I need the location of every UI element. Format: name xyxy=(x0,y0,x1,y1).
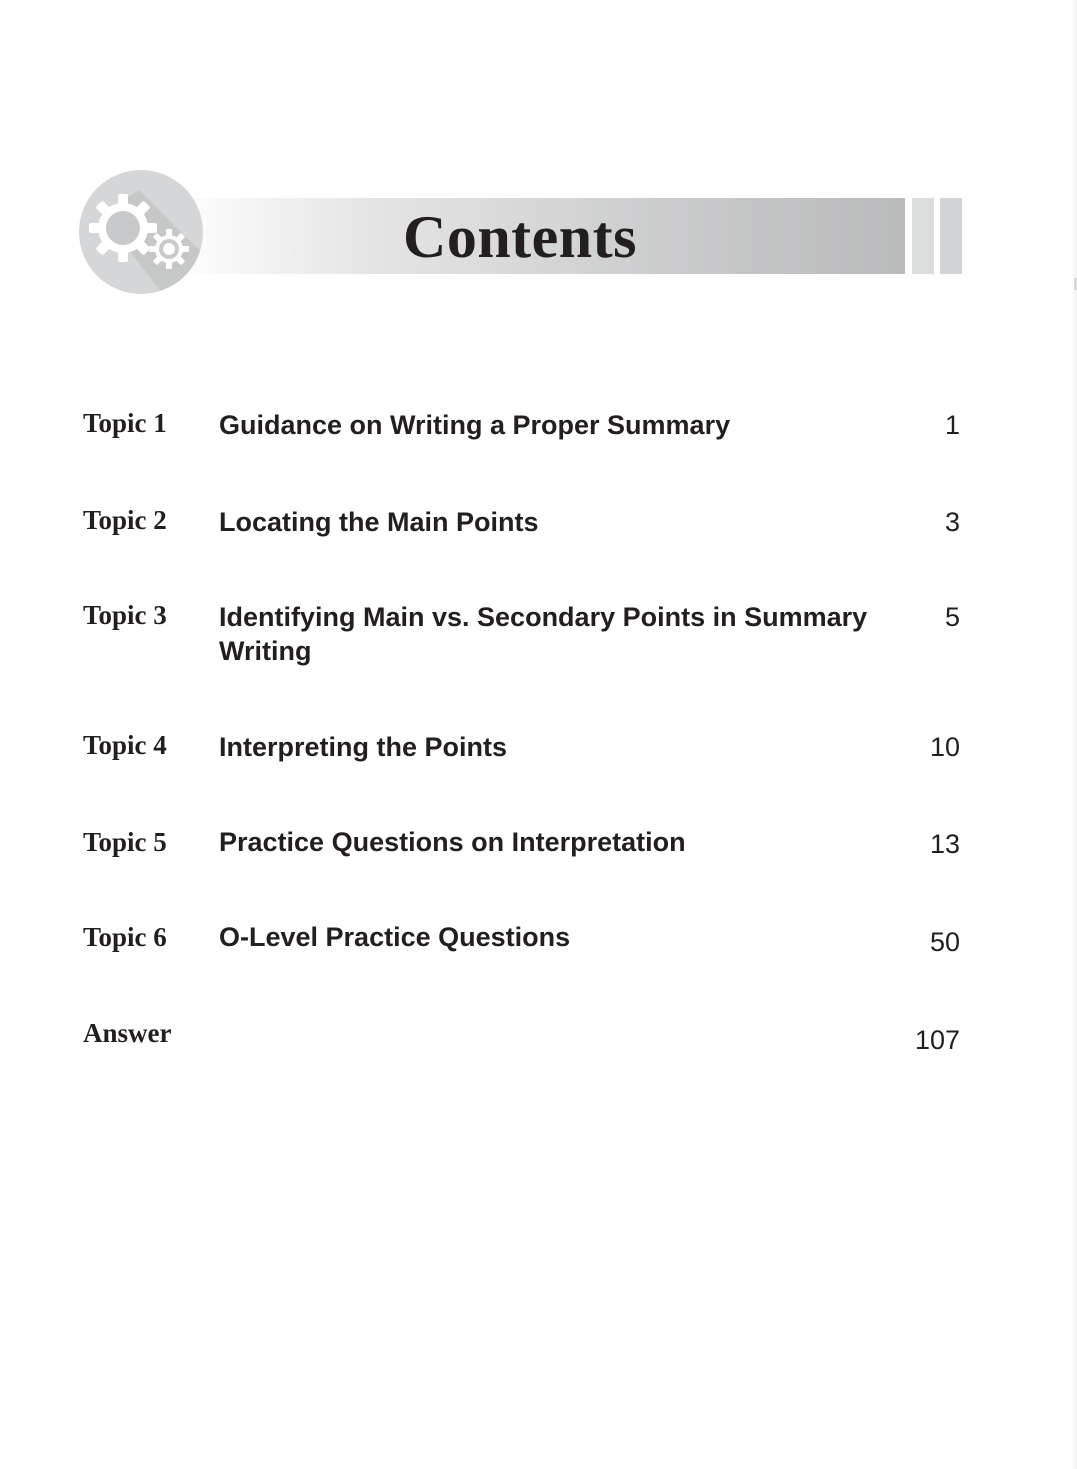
toc-page-number: 107 xyxy=(914,1025,960,1055)
page-title: Contents xyxy=(402,204,637,270)
toc-topic-title: Identifying Main vs. Secondary Points in Summary Writing xyxy=(219,602,868,666)
toc-page-number: 50 xyxy=(929,927,960,957)
toc-topic-title: O-Level Practice Questions xyxy=(219,922,571,952)
toc-page-number: 1 xyxy=(944,410,960,440)
toc-page-number: 5 xyxy=(944,602,960,632)
toc-topic-label: Topic 6 xyxy=(83,922,167,952)
toc-answer-label: Answer xyxy=(83,1018,172,1048)
toc-topic-label: Topic 4 xyxy=(83,730,167,760)
toc-topic-label: Topic 1 xyxy=(83,408,167,438)
toc-page-number: 3 xyxy=(944,507,960,537)
toc-topic-label: Topic 5 xyxy=(83,827,167,857)
toc-topic-label: Topic 3 xyxy=(83,600,167,630)
toc-page-number: 10 xyxy=(929,732,960,762)
toc-topic-title: Guidance on Writing a Proper Summary xyxy=(219,410,731,440)
toc-page-number: 13 xyxy=(929,829,960,859)
toc-topic-label: Topic 2 xyxy=(83,505,167,535)
page-edge xyxy=(1071,0,1077,1469)
gears-icon xyxy=(79,170,203,294)
header-stripe xyxy=(940,198,962,274)
toc-topic-title: Interpreting the Points xyxy=(219,732,508,762)
toc-topic-title: Locating the Main Points xyxy=(219,507,539,537)
toc-topic-title: Practice Questions on Interpretation xyxy=(219,827,686,857)
header-stripe xyxy=(912,198,934,274)
